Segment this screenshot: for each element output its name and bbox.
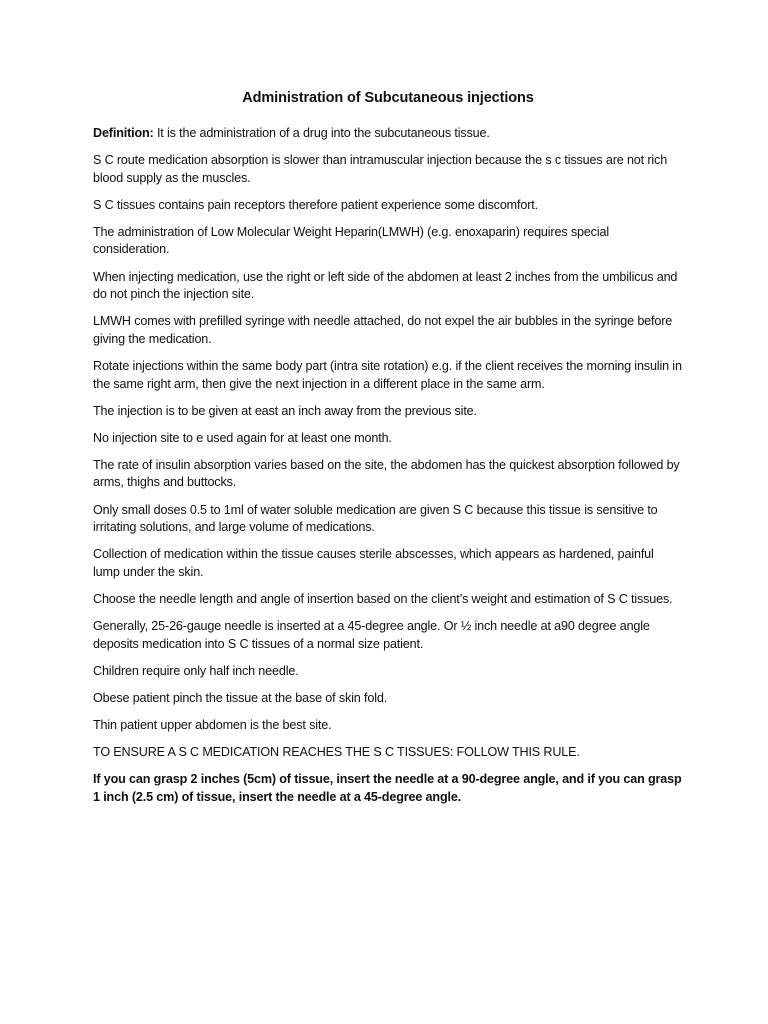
- definition-paragraph: [93, 125, 683, 143]
- definition-label: Definition:: [93, 126, 154, 140]
- paragraph-rotate-injections: Rotate injections within the same body part (intra site rotation) e.g. if the client receives the morning insulin in the same right arm, then give the next injection in a different place in the same arm.: [93, 358, 682, 391]
- paragraph-absorption-rate: The rate of insulin absorption varies based on the site, the abdomen has the quickest absorption followed by arms, thighs and buttocks.: [93, 457, 680, 490]
- paragraph-gauge: Generally, 25-26-gauge needle is inserted at a 45-degree angle. Or ½ inch needle at a90 degree angle deposits medication into S C tissues of a normal size patient.: [93, 618, 650, 651]
- paragraph-pain-receptors: S C tissues contains pain receptors therefore patient experience some discomfort.: [93, 197, 538, 212]
- paragraph-children: Children require only half inch needle.: [93, 663, 299, 678]
- paragraph-grasp-rule: If you can grasp 2 inches (5cm) of tissue, insert the needle at a 90-degree angle, and if you can grasp 1 inch (2.5 cm) of tissue, insert the needle at a 45-degree angle.: [93, 772, 682, 804]
- paragraph-lmwh: The administration of Low Molecular Weight Heparin(LMWH) (e.g. enoxaparin) requires special consideration.: [93, 224, 609, 257]
- paragraph-obese-patient: Obese patient pinch the tissue at the base of skin fold.: [93, 690, 388, 705]
- paragraph-small-doses: Only small doses 0.5 to 1ml of water soluble medication are given S C because this tissue is sensitive to irritating solutions, and large volume of medications.: [93, 502, 658, 535]
- paragraph-inch-away: The injection is to be given at east an inch away from the previous site.: [93, 403, 477, 418]
- paragraph-prefilled-syringe: LMWH comes with prefilled syringe with needle attached, do not expel the air bubbles in the syringe before giving the medication.: [93, 314, 673, 346]
- paragraph-sterile-abscesses: Collection of medication within the tissue causes sterile abscesses, which appears as hardened, painful lump under the skin.: [93, 547, 654, 579]
- definition-text: It is the administration of a drug into the subcutaneous tissue.: [153, 126, 490, 140]
- paragraph-needle-length: Choose the needle length and angle of insertion based on the client’s weight and estimation of S C tissues.: [93, 591, 673, 606]
- paragraph-thin-patient: Thin patient upper abdomen is the best site.: [93, 717, 332, 732]
- paragraph-ensure-rule-heading: TO ENSURE A S C MEDICATION REACHES THE S C TISSUES: FOLLOW THIS RULE.: [93, 744, 580, 759]
- paragraph-one-month: No injection site to e used again for at least one month.: [93, 430, 392, 445]
- document-title: Administration of Subcutaneous injections: [242, 90, 534, 106]
- paragraph-absorption: S C route medication absorption is slower than intramuscular injection because the s c tissues are not rich blood supply as the muscles.: [93, 153, 668, 185]
- paragraph-abdomen-site: When injecting medication, use the right or left side of the abdomen at least 2 inches from the umbilicus and do not pinch the injection site.: [93, 269, 678, 302]
- document-body: [93, 88, 683, 816]
